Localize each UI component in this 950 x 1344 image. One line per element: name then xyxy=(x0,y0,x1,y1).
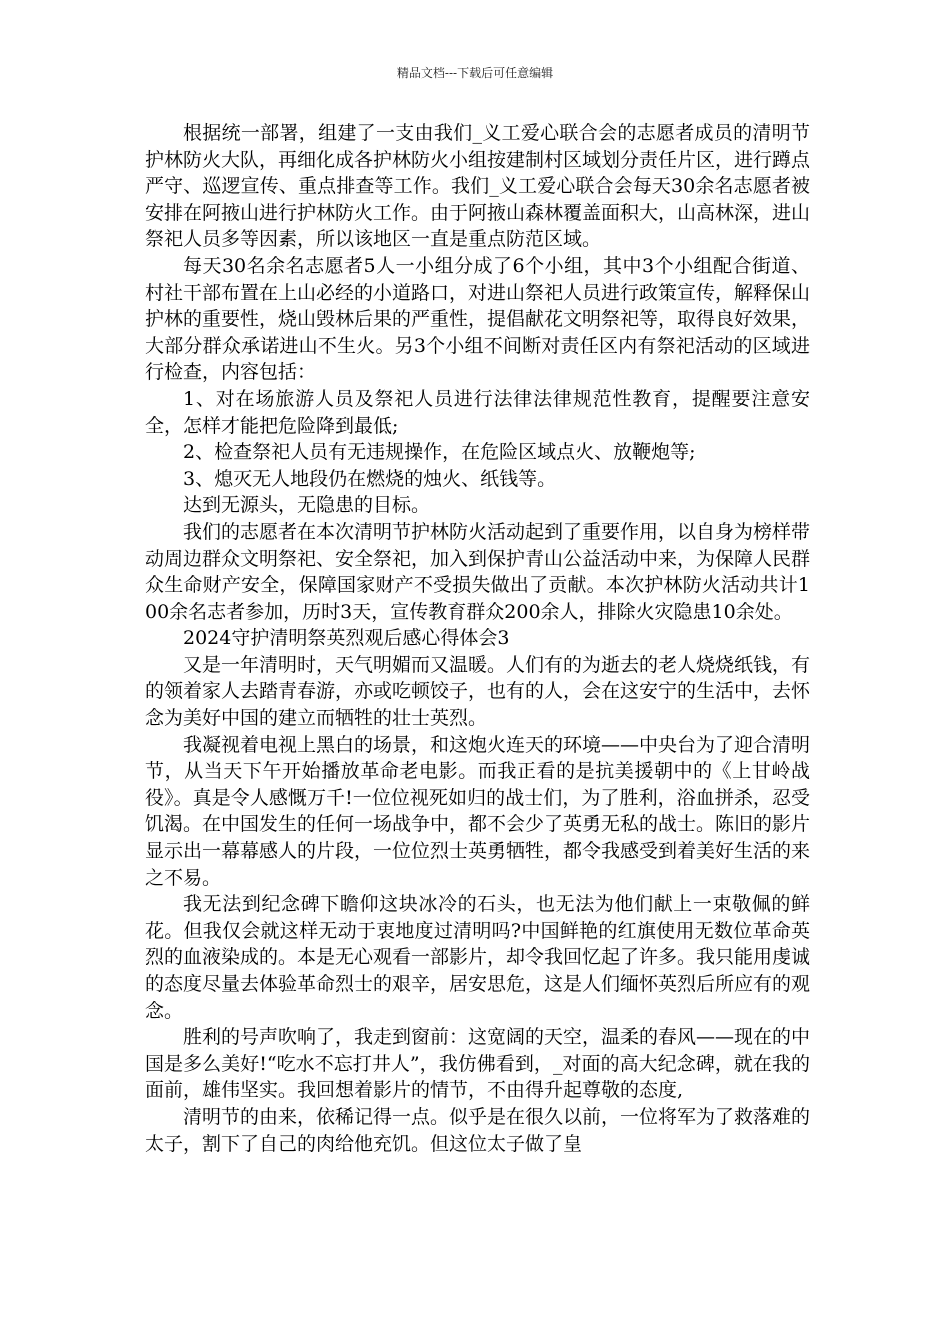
paragraph: 达到无源头，无隐患的目标。 xyxy=(183,494,431,517)
paragraph: 又是一年清明时，天气明媚而又温暖。人们有的为逝去的老人烧烧纸钱，有的领着家人去踏青春游，亦或吃顿饺子，也有的人，会在这安宁的生活中，去怀念为美好中国的建立而牺牲的壮士英烈。 xyxy=(145,653,811,730)
paragraph: 我凝视着电视上黑白的场景，和这炮火连天的环境——中央台为了迎合清明节，从当天下午开始播放革命老电影。而我正看的是抗美援朝中的《上甘岭战役》。真是令人感慨万千!一位位视死如归的战士们，为了胜利，浴血拼杀，忍受饥渴。在中国发生的任何一场战争中，都不会少了英勇无私的战士。陈旧的影片显示出一幕幕感人的片段，一位位烈士英勇牺牲，都令我感受到着美好生活的来之不易。 xyxy=(145,733,811,889)
page-header: 精品文档---下载后可任意编辑 xyxy=(396,66,554,80)
list-item: 3、熄灭无人地段仍在燃烧的烛火、纸钱等。 xyxy=(183,467,557,490)
list-item: 1、对在场旅游人员及祭祀人员进行法律法律规范性教育，提醒要注意安全，怎样才能把危险降到最低; xyxy=(145,387,810,437)
paragraph: 清明节的由来，依稀记得一点。似乎是在很久以前，一位将军为了救落难的太子，割下了自己的肉给他充饥。但这位太子做了皇 xyxy=(145,1105,811,1155)
paragraph: 胜利的号声吹响了，我走到窗前：这宽阔的天空，温柔的春风——现在的中国是多么美好!“吃水不忘打井人”，我仿佛看到，_对面的高大纪念碑，就在我的面前，雄伟坚实。我回想着影片的情节，不由得升起尊敬的态度, xyxy=(145,1026,811,1102)
paragraph: 根据统一部署，组建了一支由我们_义工爱心联合会的志愿者成员的清明节护林防火大队，再细化成各护林防火小组按建制村区域划分责任片区，进行蹲点严守、巡逻宣传、重点排查等工作。我们_义工爱心联合会每天30余名志愿者被安排在阿掖山进行护林防火工作。由于阿掖山森林覆盖面积大，山高林深，进山祭祀人员多等因素，所以该地区一直是重点防范区域。 xyxy=(145,122,811,251)
section-title: 2024守护清明祭英烈观后感心得体会3 xyxy=(183,627,510,650)
paragraph: 我们的志愿者在本次清明节护林防火活动起到了重要作用，以自身为榜样带动周边群众文明祭祀、安全祭祀，加入到保护青山公益活动中来，为保障人民群众生命财产安全，保障国家财产不受损失做出了贡献。本次护林防火活动共计100余名志者参加，历时3天，宣传教育群众200余人，排除火灾隐患10余处。 xyxy=(145,520,811,623)
list-item: 2、检查祭祀人员有无违规操作，在危险区域点火、放鞭炮等; xyxy=(183,441,696,464)
document-body xyxy=(145,120,810,1157)
paragraph: 我无法到纪念碑下瞻仰这块冰冷的石头，也无法为他们献上一束敬佩的鲜花。但我仅会就这样无动于衷地度过清明吗?中国鲜艳的红旗使用无数位革命英烈的血液染成的。本是无心观看一部影片，却令我回忆起了许多。我只能用虔诚的态度尽量去体验革命烈士的艰辛，居安思危，这是人们缅怀英烈后所应有的观念。 xyxy=(145,893,811,1022)
paragraph: 每天30名余名志愿者5人一小组分成了6个小组，其中3个小组配合街道、村社干部布置在上山必经的小道路口，对进山祭祀人员进行政策宣传，解释保山护林的重要性，烧山毁林后果的严重性，提倡献花文明祭祀等，取得良好效果，大部分群众承诺进山不生火。另3个小组不间断对责任区内有祭祀活动的区域进行检查，内容包括： xyxy=(145,254,811,384)
